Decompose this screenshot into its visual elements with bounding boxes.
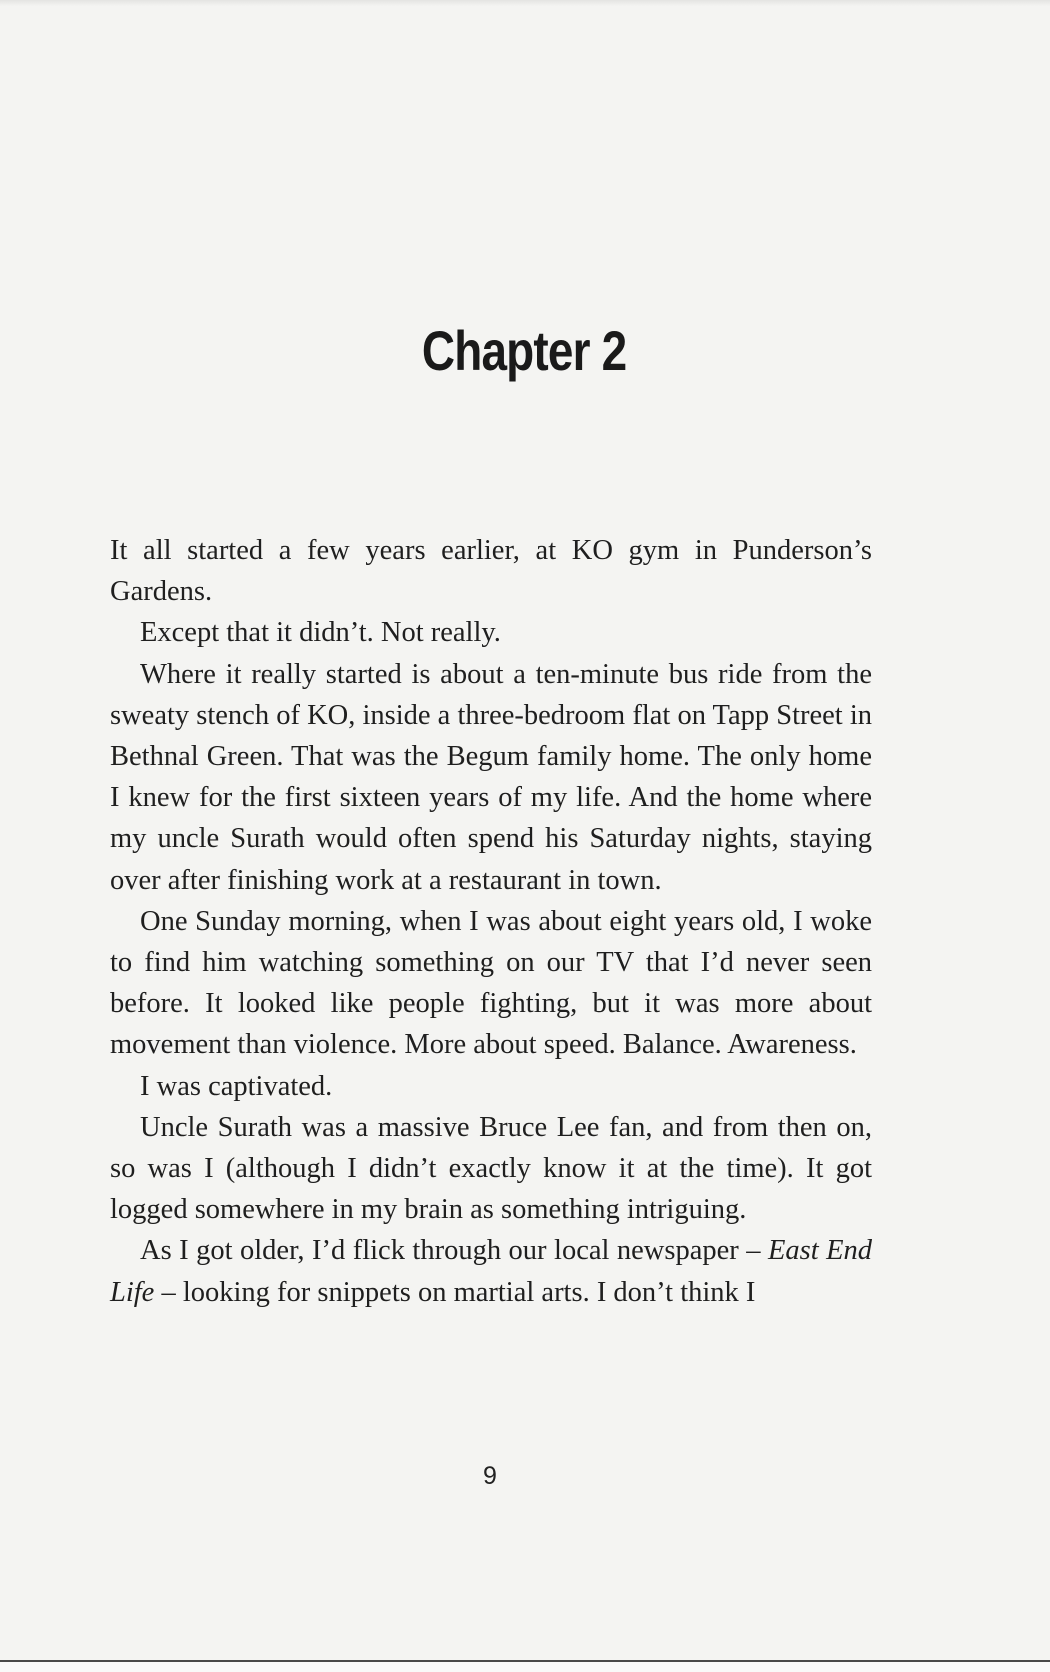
italic-text: East End Life bbox=[110, 1235, 873, 1308]
paragraph-text: I was captivated. bbox=[140, 1070, 333, 1102]
paragraph bbox=[110, 612, 872, 653]
paragraph-text: One Sunday morning, when I was about eight years old, I woke to find him watching something on our TV that I’d never seen before. It looked like people fighting, but it was more about movement than violence. More about speed. Balance. Awareness. bbox=[110, 905, 872, 1061]
page-number: 9 bbox=[483, 1462, 497, 1490]
paragraph bbox=[110, 1066, 872, 1107]
paragraph bbox=[110, 901, 872, 1066]
paragraph-text: Except that it didn’t. Not really. bbox=[140, 617, 501, 649]
paragraph-text: As I got older, I’d flick through our local newspaper – bbox=[140, 1235, 768, 1267]
body-text bbox=[110, 530, 872, 1313]
chapter-title: Chapter 2 bbox=[421, 319, 627, 382]
paragraph-text: Where it really started is about a ten-minute bus ride from the sweaty stench of KO, inside a three-bedroom flat on Tapp Street in Bethnal Green. That was the Begum family home. The only home I knew for the first sixteen years of my life. And the home where my uncle Surath would often spend his Saturday nights, staying over after finishing work at a restaurant in town. bbox=[110, 658, 873, 896]
paragraph-text: – looking for snippets on martial arts. I don’t think I bbox=[154, 1276, 756, 1308]
page-bottom-margin bbox=[0, 1662, 1050, 1672]
paragraph-text: It all started a few years earlier, at KO gym in Punderson’s Gardens. bbox=[110, 535, 872, 608]
paragraph bbox=[110, 654, 872, 901]
page-top-edge bbox=[0, 0, 1050, 6]
paragraph bbox=[110, 1107, 872, 1231]
paragraph bbox=[110, 530, 872, 612]
paragraph-text: Uncle Surath was a massive Bruce Lee fan, and from then on, so was I (although I didn’t exactly know it at the time). It got logged somewhere in my brain as something intriguing. bbox=[110, 1111, 872, 1226]
paragraph bbox=[110, 1230, 872, 1312]
